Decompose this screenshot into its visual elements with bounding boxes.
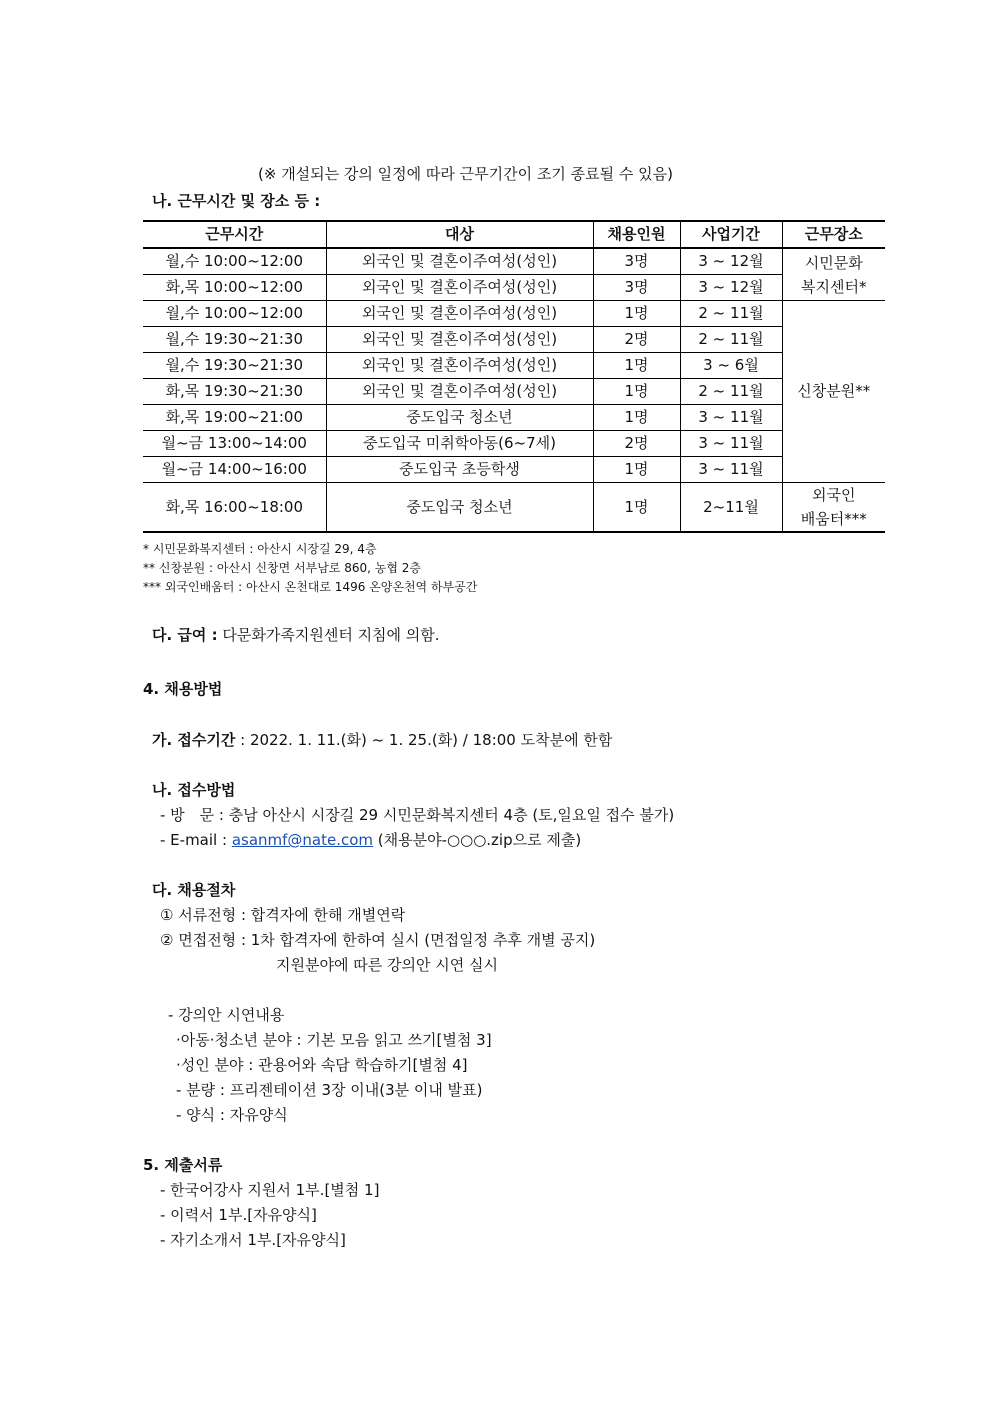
cell-time: 화,목 19:30~21:30 <box>143 379 326 405</box>
reception-visit: - 방 문 : 충남 아산시 시장길 29 시민문화복지센터 4층 (토,일요일 접수 불가) <box>160 806 675 824</box>
lecture-amount: - 분량 : 프리젠테이션 3장 이내(3분 이내 발표) <box>176 1081 483 1099</box>
cell-target: 중도입국 미취학아동(6~7세) <box>326 431 593 457</box>
cell-count: 1명 <box>593 353 680 379</box>
schedule-table <box>143 220 885 533</box>
cell-target: 외국인 및 결혼이주여성(성인) <box>326 353 593 379</box>
lecture-format: - 양식 : 자유양식 <box>176 1106 288 1124</box>
cell-target: 중도입국 청소년 <box>326 405 593 431</box>
cell-count: 1명 <box>593 483 680 533</box>
procedure-label: 다. 채용절차 <box>152 881 236 899</box>
cell-period: 3 ~ 6월 <box>680 353 782 379</box>
cell-count: 3명 <box>593 275 680 301</box>
place-center-line2: 복지센터* <box>801 277 867 296</box>
table-row <box>143 327 885 353</box>
place-center-line1: 시민문화 <box>804 253 863 272</box>
pay-text: 다문화가족지원센터 지침에 의함. <box>217 626 440 644</box>
email-suffix: (채용분야-○○○.zip으로 제출) <box>373 831 582 849</box>
document-item: - 한국어강사 지원서 1부.[별첨 1] <box>160 1181 380 1199</box>
email-prefix: - E-mail : <box>160 831 232 849</box>
cell-count: 2명 <box>593 431 680 457</box>
table-row <box>143 483 885 533</box>
cell-place-baeumteo <box>782 483 885 533</box>
document-item: - 자기소개서 1부.[자유양식] <box>160 1231 346 1249</box>
table-row <box>143 405 885 431</box>
cell-period: 2 ~ 11월 <box>680 301 782 327</box>
section5-title: 5. 제출서류 <box>143 1156 223 1174</box>
header-target: 대상 <box>326 221 593 248</box>
cell-count: 1명 <box>593 301 680 327</box>
reception-period-label: 가. 접수기간 <box>152 731 236 749</box>
header-place: 근무장소 <box>782 221 885 248</box>
cell-period: 2 ~ 11월 <box>680 379 782 405</box>
cell-time: 월,수 10:00~12:00 <box>143 248 326 275</box>
header-period: 사업기간 <box>680 221 782 248</box>
section-na-title: 나. 근무시간 및 장소 등 : <box>152 192 321 210</box>
cell-target: 외국인 및 결혼이주여성(성인) <box>326 248 593 275</box>
lecture-adult: ·성인 분야 : 관용어와 속담 학습하기[별첨 4] <box>176 1056 468 1074</box>
cell-target: 외국인 및 결혼이주여성(성인) <box>326 379 593 405</box>
cell-time: 월~금 14:00~16:00 <box>143 457 326 483</box>
table-row <box>143 431 885 457</box>
cell-target: 중도입국 청소년 <box>326 483 593 533</box>
cell-time: 월,수 19:30~21:30 <box>143 327 326 353</box>
header-count: 채용인원 <box>593 221 680 248</box>
table-row <box>143 301 885 327</box>
section-da-pay <box>152 624 440 645</box>
place-baeumteo-line2: 배움터*** <box>800 510 867 528</box>
cell-target: 외국인 및 결혼이주여성(성인) <box>326 275 593 301</box>
table-row <box>143 275 885 301</box>
cell-count: 2명 <box>593 327 680 353</box>
cell-period: 3 ~ 12월 <box>680 275 782 301</box>
lecture-title: - 강의안 시연내용 <box>168 1006 285 1024</box>
cell-place-center <box>782 248 885 301</box>
cell-count: 1명 <box>593 379 680 405</box>
cell-count: 1명 <box>593 405 680 431</box>
cell-time: 월,수 19:30~21:30 <box>143 353 326 379</box>
email-link[interactable]: asanmf@nate.com <box>231 831 374 849</box>
lecture-child: ·아동·청소년 분야 : 기본 모음 읽고 쓰기[별첨 3] <box>176 1031 492 1049</box>
cell-count: 3명 <box>593 248 680 275</box>
footnote-sinchang: ** 신창분원 : 아산시 신창면 서부남로 860, 농협 2층 <box>143 561 421 575</box>
table-header-row <box>143 221 885 248</box>
cell-period: 3 ~ 12월 <box>680 248 782 275</box>
table-row <box>143 248 885 275</box>
procedure-step2-cont: 지원분야에 따른 강의안 시연 실시 <box>276 956 498 974</box>
reception-email-line <box>160 829 581 850</box>
intro-note: (※ 개설되는 강의 일정에 따라 근무기간이 조기 종료될 수 있음) <box>258 165 673 183</box>
footnote-baeumteo: *** 외국인배움터 : 아산시 온천대로 1496 온양온천역 하부공간 <box>143 580 478 594</box>
cell-period: 2~11월 <box>680 483 782 533</box>
cell-target: 외국인 및 결혼이주여성(성인) <box>326 301 593 327</box>
header-time: 근무시간 <box>143 221 326 248</box>
procedure-step2: ② 면접전형 : 1차 합격자에 한하여 실시 (면접일정 추후 개별 공지) <box>160 931 596 949</box>
place-baeumteo-line1: 외국인 <box>812 486 856 504</box>
cell-time: 화,목 16:00~18:00 <box>143 483 326 533</box>
reception-period <box>152 729 612 750</box>
document-item: - 이력서 1부.[자유양식] <box>160 1206 317 1224</box>
cell-time: 월~금 13:00~14:00 <box>143 431 326 457</box>
cell-time: 화,목 19:00~21:00 <box>143 405 326 431</box>
table-row <box>143 353 885 379</box>
procedure-step1: ① 서류전형 : 합격자에 한해 개별연락 <box>160 906 406 924</box>
reception-period-text: : 2022. 1. 11.(화) ~ 1. 25.(화) / 18:00 도착분에 한함 <box>235 731 613 749</box>
cell-place-sinchang: 신창분원** <box>782 301 885 483</box>
section4-title: 4. 채용방법 <box>143 680 223 698</box>
cell-target: 중도입국 초등학생 <box>326 457 593 483</box>
cell-period: 3 ~ 11월 <box>680 457 782 483</box>
table-row <box>143 379 885 405</box>
cell-period: 3 ~ 11월 <box>680 431 782 457</box>
cell-time: 월,수 10:00~12:00 <box>143 301 326 327</box>
cell-count: 1명 <box>593 457 680 483</box>
reception-method-label: 나. 접수방법 <box>152 781 236 799</box>
table-row <box>143 457 885 483</box>
cell-target: 외국인 및 결혼이주여성(성인) <box>326 327 593 353</box>
cell-period: 3 ~ 11월 <box>680 405 782 431</box>
pay-label: 다. 급여 : <box>152 626 218 644</box>
cell-time: 화,목 10:00~12:00 <box>143 275 326 301</box>
footnote-center: * 시민문화복지센터 : 아산시 시장길 29, 4층 <box>143 542 377 556</box>
cell-period: 2 ~ 11월 <box>680 327 782 353</box>
